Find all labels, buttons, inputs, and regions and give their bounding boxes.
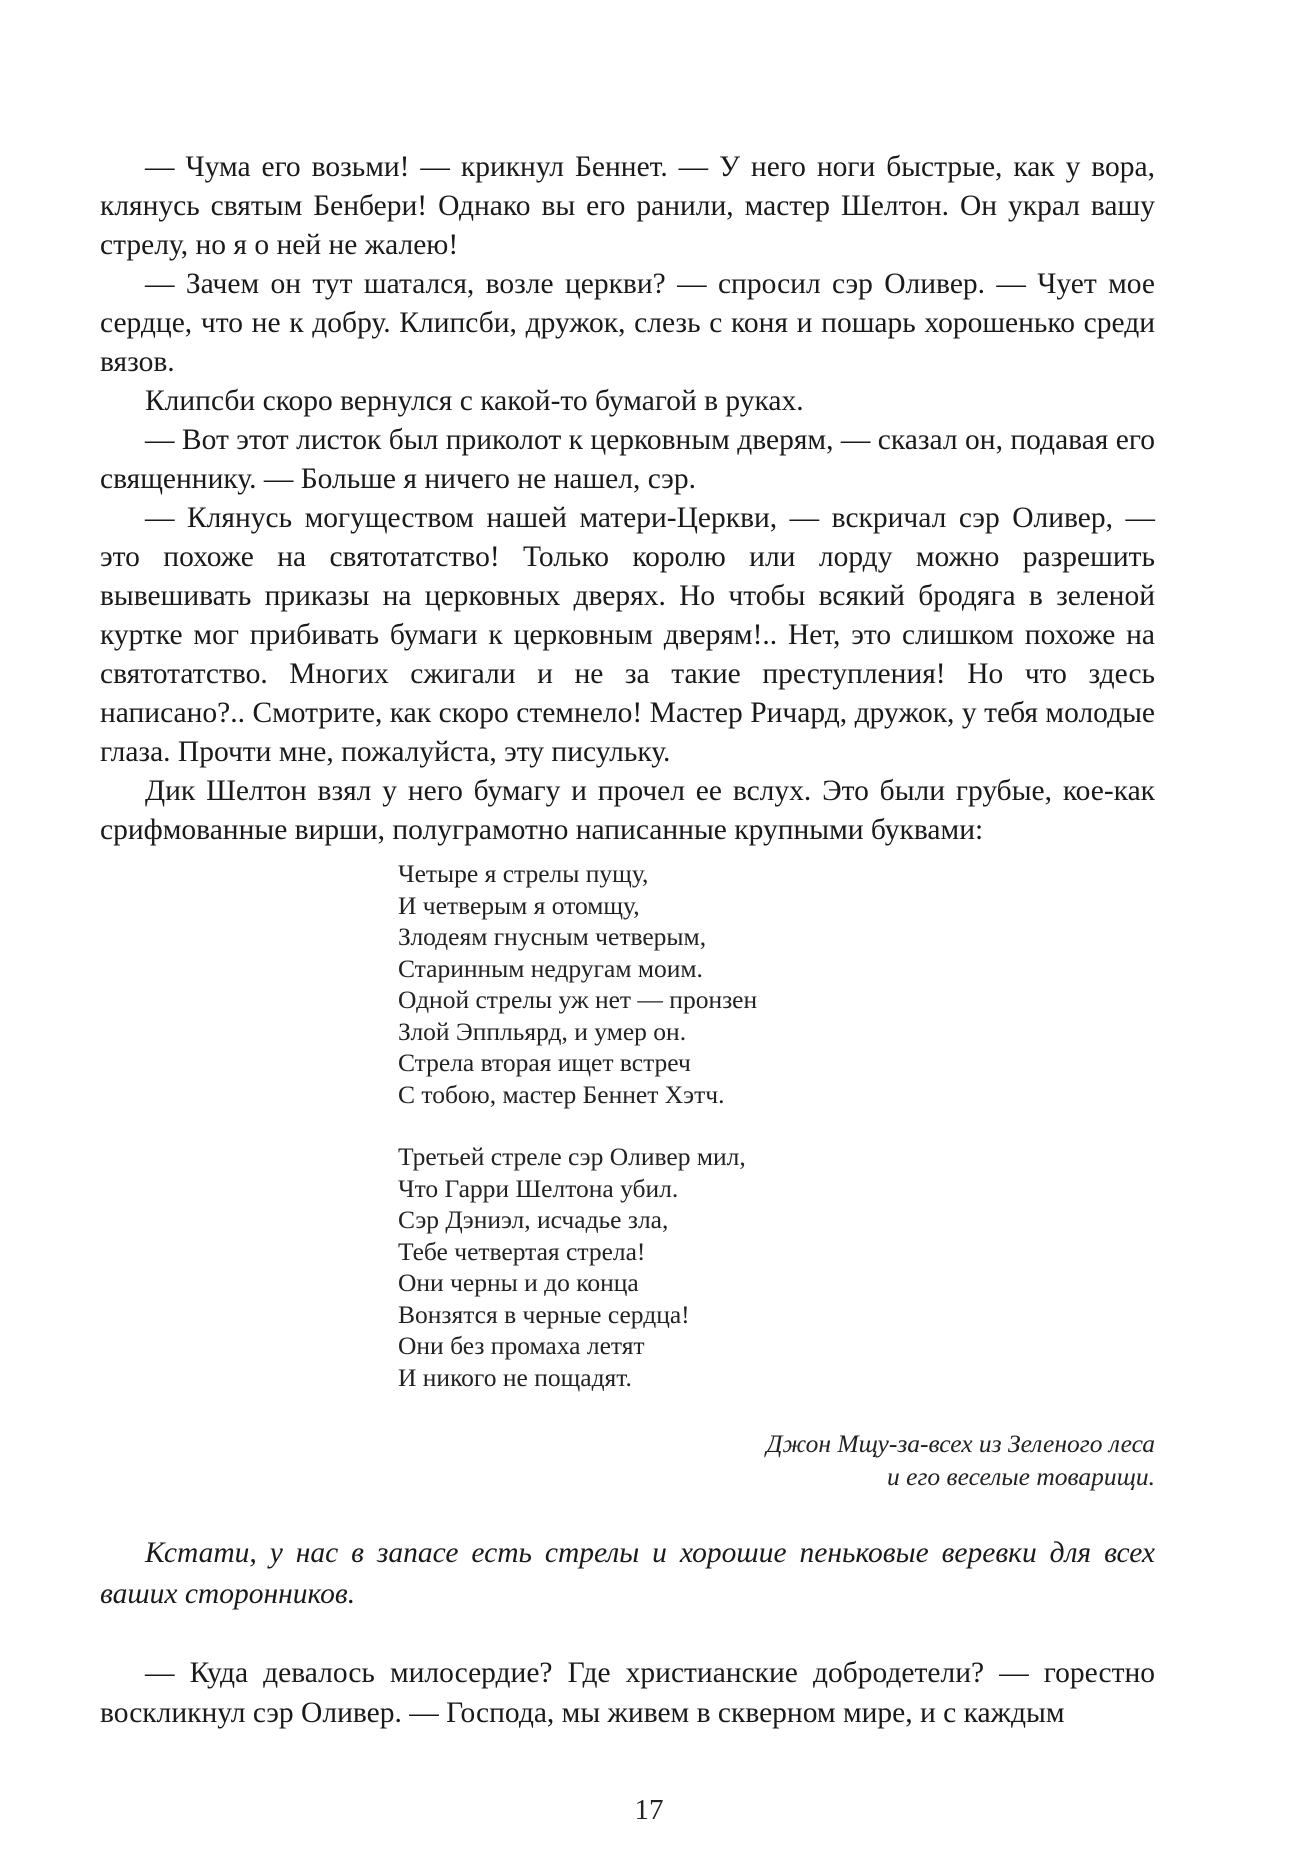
paragraph: — Клянусь могуществом нашей матери-Церкви, — вскричал сэр Оливер, — это похоже на святотатство! Только королю или лорду можно разрешить вывешивать приказы на церковных дверях. Но чтобы всякий бродяга в зеленой куртке мог прибивать бумаги к церковным дверям!.. Нет, это слишком похоже на святотатство. Многих сжигали и не за такие преступления! Но что здесь написано?.. Смотрите, как скоро стемнело! Мастер Ричард, дружок, у тебя молодые глаза. Прочти мне, пожалуйста, эту писульку. [100, 502, 1155, 768]
paragraph: — Чума его возьми! — крикнул Беннет. — У него ноги быстрые, как у вора, клянусь святым Бенбери! Однако вы его ранили, мастер Шелтон. Он украл вашу стрелу, но я о ней не жалею! [100, 151, 1155, 261]
paragraph: — Вот этот листок был приколот к церковным дверям, — сказал он, подавая его священнику. — Больше я ничего не нашел, сэр. [100, 424, 1155, 495]
poem-line: Четыре я стрелы пущу, [398, 859, 649, 888]
poem-line: С тобою, мастер Беннет Хэтч. [398, 1079, 725, 1109]
paragraph: Дик Шелтон взял у него бумагу и прочел ее вслух. Это были грубые, кое-как срифмованные вирши, полуграмотно написанные крупными буквами: [100, 775, 1155, 846]
poem-line: Они без промаха летят [398, 1331, 645, 1360]
poem-line: Вонзятся в черные сердца! [398, 1299, 690, 1329]
poem-stanza-1 [398, 858, 757, 1110]
poem-line: И никого не пощадят. [398, 1362, 632, 1392]
poem-line: И четверым я отомщу, [398, 890, 640, 920]
poem [398, 858, 757, 1393]
poem-line: Тебе четвертая стрела! [398, 1236, 646, 1266]
paragraph: Клипсби скоро вернулся с какой-то бумагой в руках. [145, 385, 804, 417]
poem-signature [766, 1427, 1155, 1493]
postscript: Кстати, у нас в запасе есть стрелы и хорошие пеньковые веревки для всех ваших сторонников. [100, 1537, 1155, 1610]
signature-line: Джон Мщу-за-всех из Зеленого леса [766, 1429, 1155, 1458]
poem-line: Одной стрелы уж нет — пронзен [398, 985, 758, 1014]
signature-line: и его веселые товарищи. [887, 1462, 1155, 1491]
poem-line: Они черны и до конца [398, 1268, 639, 1297]
paragraph: — Зачем он тут шатался, возле церкви? — спросил сэр Оливер. — Чует мое сердце, что не к добру. Клипсби, дружок, слезь с коня и пошарь хорошенько среди вязов. [100, 268, 1155, 378]
poem-line: Сэр Дэниэл, исчадье зла, [398, 1205, 669, 1234]
poem-line: Стрела вторая ищет встреч [398, 1048, 691, 1077]
poem-line: Третьей стреле сэр Оливер мил, [398, 1142, 746, 1171]
closing-paragraph: — Куда девалось милосердие? Где христианские добродетели? — горестно воскликнул сэр Оливер. — Господа, мы живем в скверном мире, и с каждым [100, 1657, 1155, 1729]
poem-line: Старинным недругам моим. [398, 953, 703, 983]
poem-line: Злой Эппльярд, и умер он. [398, 1016, 687, 1046]
page-number: 17 [634, 1794, 664, 1826]
poem-stanza-2 [398, 1141, 757, 1393]
poem-line: Злодеям гнусным четверым, [398, 922, 707, 951]
prose-block [100, 148, 1155, 850]
poem-line: Что Гарри Шелтона убил. [398, 1173, 679, 1203]
